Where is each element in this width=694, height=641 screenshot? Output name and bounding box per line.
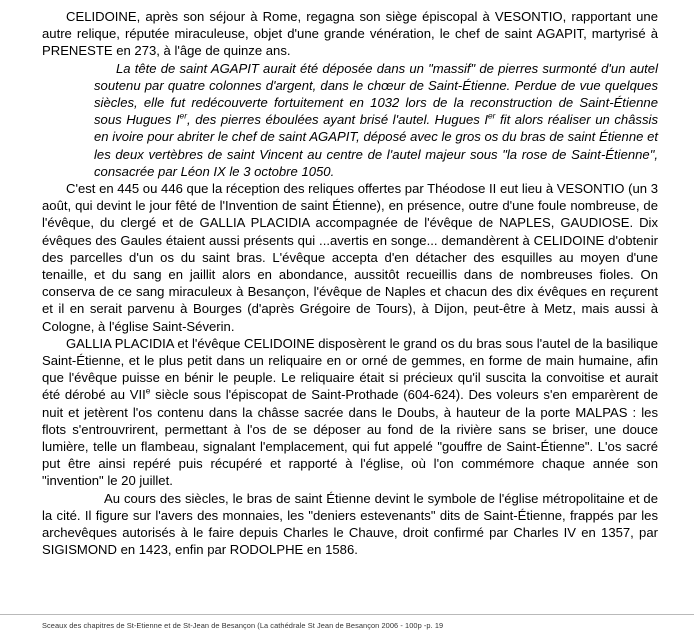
- paragraph-gallia-placidia: GALLIA PLACIDIA et l'évêque CELIDOINE disposèrent le grand os du bras sous l'autel de la basilique Saint-Étienne, et le plus petit dans un reliquaire en or orné de gemmes, en forme de main humaine, afin que l'évêque puisse en bénir le peuple. Le reliquaire était si précieux qu'il suscita la convoitise et aurait été dérobé au VIIe siècle sous l'épiscopat de Saint-Prothade (604-624). Des voleurs s'en emparèrent de nuit et jetèrent l'os contenu dans la châsse sacrée dans le Doubs, à hauteur de la porte MALPAS : les flots s'entrouvrirent, permettant à l'os de se déposer au fond de la rivière sans se briser, une douce lumière, telle un flambeau, signalant l'emplacement, qui fut appelé "gouffre de Saint-Étienne". L'os sacré put être ainsi repéré puis récupéré et rapporté à l'église, où l'on commémore chaque année son "invention" le 20 juillet.: [42, 335, 659, 489]
- footer-caption: Sceaux des chapitres de St-Etienne et de St-Jean de Besançon (La cathédrale St Jean de Besançon 2006 - 100p -p. 19: [42, 621, 444, 630]
- paragraph-tete-saint-agapit: La tête de saint AGAPIT aurait été déposée dans un "massif" de pierres surmonté d'un autel soutenu par quatre colonnes d'argent, dans le chœur de Saint-Étienne. Perdue de vue quelques siècles, elle fut redécouverte fortuitement en 1032 lors de la reconstruction de Saint-Étienne sous Hugues Ier, des pierres éboulées ayant brisé l'autel. Hugues Ier fit alors réaliser un châssis en ivoire pour abriter le chef de saint AGAPIT, déposé avec le gros os du bras de saint Étienne et les deux vertèbres de saint Vincent au centre de l'autel majeur sous "la rose de Saint-Étienne", consacrée par Léon IX le 3 octobre 1050.: [94, 60, 658, 179]
- paragraph-bras-saint-etienne-symbole: Au cours des siècles, le bras de saint Étienne devint le symbole de l'église métropolitaine et de la cité. Il figure sur l'avers des monnaies, les "deniers estevenants" dits de Saint-Étienne, frappés par les archevêques autorisés à le faire depuis Charles le Chauve, droit confirmé par Charles IV en 1357, par SIGISMOND en 1423, enfin par RODOLPHE en 1586.: [42, 490, 658, 558]
- page-footer: [0, 614, 694, 641]
- paragraph-celidoine-rome: CELIDOINE, après son séjour à Rome, regagna son siège épiscopal à VESONTIO, rapportant une autre relique, réputée miraculeuse, objet d'une grande vénération, le chef de saint AGAPIT, martyrisé à PRENESTE en 273, à l'âge de quinze ans.: [42, 9, 658, 59]
- paragraph-reception-reliques: C'est en 445 ou 446 que la réception des reliques offertes par Théodose II eut lieu à VESONTIO (un 3 août, qui devint le jour fêté de l'Invention de saint Étienne), en présence, outre d'une foule nombreuse, de l'évêque, du clergé et de GALLIA PLACIDIA accompagnée de l'évêque de NAPLES, GAUDIOSE. Dix évêques des Gaules étaient aussi présents qui ...avertis en songe... demandèrent à CELIDOINE d'obtenir des parcelles d'un os du saint bras. L'évêque accepta d'en détacher des esquilles au moyen d'une tenaille, et du sang en jaillit alors en abondance, aussitôt recueillis dans de nombreuses fioles. On conserva de ce sang miraculeux à Besançon, l'évêque de Naples et chacun des dix évêques en reçurent et il en serait parvenu à Bourges (d'après Grégoire de Tours), à Dijon, peut-être à Metz, mais aussi à Cologne, à l'église Saint-Séverin.: [42, 181, 658, 334]
